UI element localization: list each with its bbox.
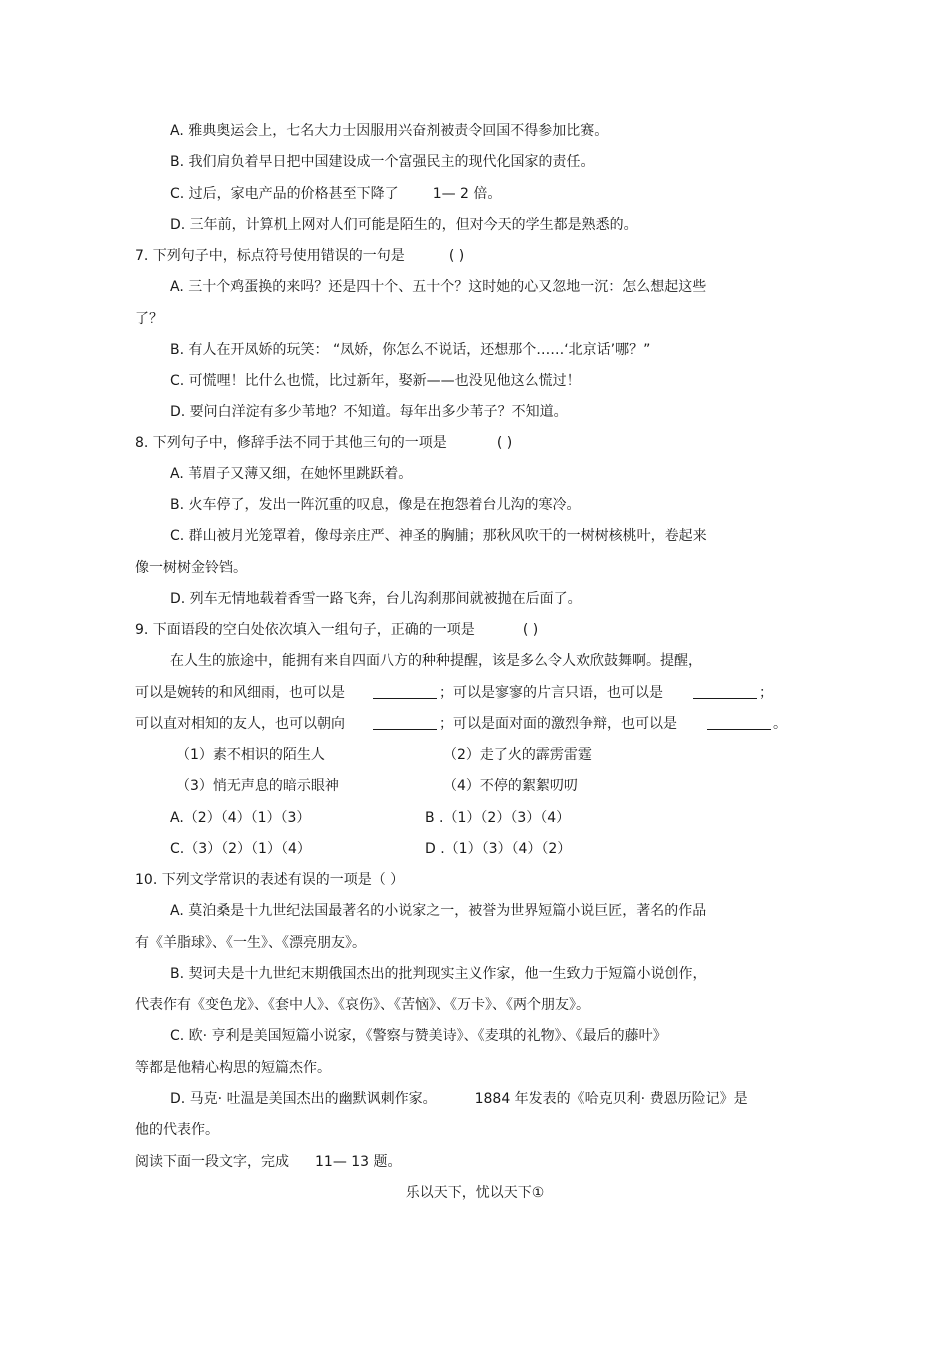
q7-option-c: C. 可慌哩！比什么也慌，比过新年，娶新——也没见他这么慌过！ [170, 373, 581, 389]
q7-stem [135, 246, 464, 266]
q9-blank-2 [693, 684, 757, 699]
q8-option-b: B. 火车停了，发出一阵沉重的叹息，像是在抱怨着台儿沟的寒冷。 [170, 497, 581, 513]
reading-intro-text: 阅读下面一段文字，完成 [135, 1154, 289, 1170]
q7-option-a: A. 三十个鸡蛋换的来吗？还是四十个、五十个？这时她的心又忽地一沉：怎么想起这些 [170, 279, 707, 295]
q6-option-c-text: C. 过后，家电产品的价格甚至下降了 [170, 186, 399, 202]
q6-option-b: B. 我们肩负着早日把中国建设成一个富强民主的现代化国家的责任。 [170, 154, 595, 170]
q10-option-a-cont: 有《羊脂球》、《一生》、《漂亮朋友》。 [135, 935, 366, 951]
q8-option-c-cont: 像一树树金铃铛。 [135, 560, 247, 576]
q10-option-d [170, 1089, 748, 1109]
q9-passage-text: ； [759, 685, 773, 701]
q9-passage-line1: 在人生的旅途中，能拥有来自四面八方的种种提醒，该是多么令人欢欣鼓舞啊。提醒， [170, 653, 702, 669]
q9-sentence-1: （1）素不相识的陌生人 [176, 747, 325, 763]
q10-option-b-cont: 代表作有《变色龙》、《套中人》、《哀伤》、《苦恼》、《万卡》、《两个朋友》。 [135, 997, 590, 1013]
q8-answer-paren: ( ) [496, 435, 513, 451]
q10-option-d-text: D. 马克· 吐温是美国杰出的幽默讽刺作家。 [170, 1091, 437, 1107]
q9-passage-text: 。 [773, 716, 787, 732]
q6-option-a: A. 雅典奥运会上，七名大力士因服用兴奋剂被责令回国不得参加比赛。 [170, 123, 609, 139]
q9-passage-text: 可以直对相知的友人，也可以朝向 [135, 716, 345, 732]
q6-option-c [170, 184, 501, 204]
q9-answer-paren: ( ) [522, 622, 539, 638]
q10-option-d-text: 1884 年发表的《哈克贝利· 费恩历险记》是 [474, 1091, 748, 1107]
q9-option-d: D .（1）（3）（4）（2） [425, 841, 572, 857]
q8-stem-text: 8. 下列句子中，修辞手法不同于其他三句的一项是 [135, 435, 447, 451]
q7-answer-paren: ( ) [448, 248, 465, 264]
q8-option-a: A. 苇眉子又薄又细，在她怀里跳跃着。 [170, 466, 413, 482]
q9-passage-line3 [135, 714, 787, 734]
q9-stem [135, 620, 538, 640]
q10-option-c: C. 欧· 亨利是美国短篇小说家，《警察与赞美诗》、《麦琪的礼物》、《最后的藤叶》 [170, 1028, 667, 1044]
reading-title: 乐以天下，忧以天下① [405, 1185, 545, 1201]
q7-option-d: D. 要问白洋淀有多少苇地？不知道。每年出多少苇子？不知道。 [170, 404, 568, 420]
q9-option-a: A.（2）（4）（1）（3） [170, 810, 311, 826]
q6-option-c-range: 1— 2 倍。 [432, 186, 502, 202]
q9-sentence-2: （2）走了火的霹雳雷霆 [443, 747, 592, 763]
q9-sentence-4: （4）不停的絮絮叨叨 [443, 778, 578, 794]
q9-blank-4 [707, 715, 771, 730]
q9-passage-text: ；可以是面对面的激烈争辩，也可以是 [439, 716, 677, 732]
q6-option-d: D. 三年前，计算机上网对人们可能是陌生的，但对今天的学生都是熟悉的。 [170, 217, 638, 233]
q10-option-b: B. 契诃夫是十九世纪末期俄国杰出的批判现实主义作家，他一生致力于短篇小说创作， [170, 966, 707, 982]
q10-option-a: A. 莫泊桑是十九世纪法国最著名的小说家之一，被誉为世界短篇小说巨匠，著名的作品 [170, 903, 707, 919]
q9-option-c: C.（3）（2）（1）（4） [170, 841, 311, 857]
q8-option-c: C. 群山被月光笼罩着，像母亲庄严、神圣的胸脯；那秋风吹干的一树树核桃叶，卷起来 [170, 528, 707, 544]
q10-option-d-cont: 他的代表作。 [135, 1122, 219, 1138]
q10-option-c-cont: 等都是他精心构思的短篇杰作。 [135, 1060, 331, 1076]
q10-stem: 10. 下列文学常识的表述有误的一项是（ ） [135, 872, 405, 888]
q9-passage-text: 可以是婉转的和风细雨，也可以是 [135, 685, 345, 701]
q8-option-d: D. 列车无情地载着香雪一路飞奔，台儿沟刹那间就被抛在后面了。 [170, 591, 582, 607]
q9-passage-text: ；可以是寥寥的片言只语，也可以是 [439, 685, 663, 701]
q9-blank-3 [373, 715, 437, 730]
q7-stem-text: 7. 下列句子中，标点符号使用错误的一句是 [135, 248, 405, 264]
q9-stem-text: 9. 下面语段的空白处依次填入一组句子，正确的一项是 [135, 622, 475, 638]
q9-sentence-3: （3）悄无声息的暗示眼神 [176, 778, 339, 794]
reading-intro-range: 11— 13 题。 [315, 1154, 402, 1170]
q9-blank-1 [373, 684, 437, 699]
q7-option-b: B. 有人在开凤娇的玩笑： “凤娇，你怎么不说话，还想那个……‘北京话’哪？” [170, 342, 651, 358]
q9-passage-line2 [135, 683, 773, 703]
q9-option-b: B .（1）（2）（3）（4） [425, 810, 571, 826]
q8-stem [135, 433, 512, 453]
q7-option-a-cont: 了？ [135, 311, 163, 327]
reading-intro [135, 1152, 402, 1172]
